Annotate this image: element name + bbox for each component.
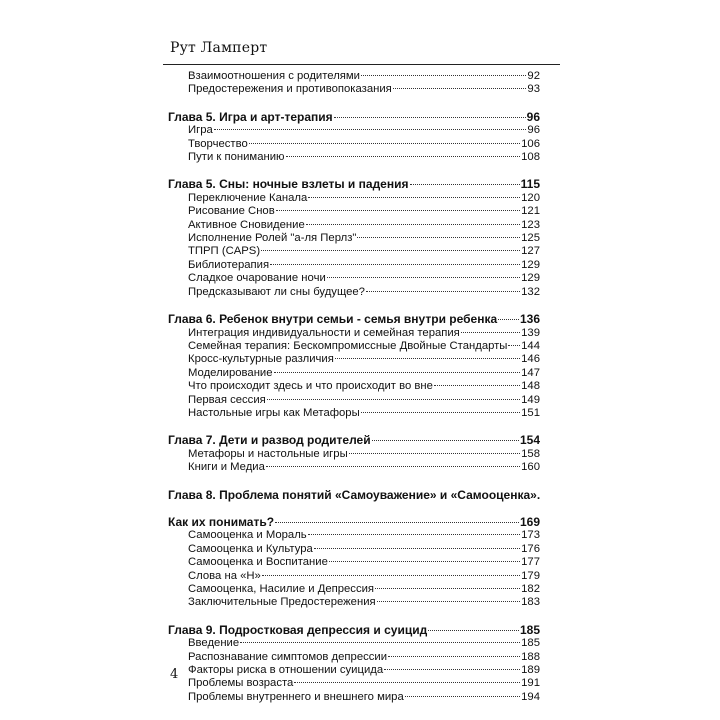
toc-chapter-page: 154 [519,433,540,448]
toc-entry-page: 148 [521,380,540,393]
toc-entry-page: 194 [521,690,540,703]
toc-entry [168,192,540,205]
toc-chapter [168,313,540,326]
toc-entry-title: Взаимоотношения с родителями [188,70,360,82]
toc-chapter [168,434,540,447]
dot-leader [306,224,520,225]
toc-entry-title: Метафоры и настольные игры [188,447,348,460]
toc-entry-title: Самооценка и Воспитание [188,556,328,569]
toc-entry-title: Самооценка и Мораль [188,529,307,542]
toc-entry-page: 120 [521,191,540,204]
toc-entry [168,340,540,353]
toc-entry-page: 132 [521,285,540,298]
toc-chapter-page: 136 [519,312,540,327]
toc-entry [168,543,540,556]
toc-entry-page: 93 [527,83,540,96]
dot-leader [327,277,520,278]
toc-entry-title: Библиотерапия [188,258,270,271]
dot-leader [405,696,520,697]
toc-entry-title: Книги и Медиа [188,461,265,474]
toc-entry-page: 106 [521,137,540,150]
toc-entry [168,461,540,474]
toc-entry [168,691,540,704]
toc-entry-title: Первая сессия [188,393,266,406]
toc-entry [168,327,540,340]
running-head: Рут Ламперт [170,40,268,56]
toc-entry [168,353,540,366]
toc-chapter [168,624,540,637]
dot-leader [361,75,526,76]
toc-entry [168,380,540,393]
dot-leader [366,291,520,292]
toc-entry-page: 127 [521,245,540,258]
toc-entry-title: Заключительные Предостережения [188,596,376,609]
toc-entry-title: Самооценка, Насилие и Депрессия [188,583,375,595]
toc-entry-title: Моделирование [188,366,273,379]
toc-entry-page: 179 [521,569,540,582]
dot-leader [276,210,520,211]
toc-entry-page: 129 [521,258,540,271]
toc-chapter-page: 115 [520,177,540,192]
toc-entry-page: 158 [521,447,540,460]
toc-entry [168,448,540,461]
toc-chapter [168,111,540,124]
header-rule [163,64,560,65]
toc-chapter-title: Глава 6. Ребенок внутри семьи - семья внутри ребенка [168,312,498,327]
toc-entry-page: 121 [521,205,540,218]
dot-leader [375,588,520,589]
dot-leader [267,399,520,400]
dot-leader [240,642,520,643]
toc-entry-page: 189 [521,664,540,677]
page-number: 4 [170,667,179,682]
toc-entry-title: Семейная терапия: Бескомпромиссные Двойные Стандарты [188,339,508,352]
toc-entry-page: 92 [527,70,540,82]
toc-chapter-title: Как их понимать? [168,514,275,529]
toc-entry-page: 191 [521,677,540,690]
toc-entry [168,664,540,677]
dot-leader [428,630,519,631]
toc-entry [168,394,540,407]
dot-leader [262,575,520,576]
toc-entry [168,286,540,299]
dot-leader [335,358,520,359]
toc-entry-title: Активное Сновидение [188,218,305,231]
dot-leader [357,237,520,238]
toc-entry-title: Слова на «Н» [188,569,261,582]
toc-entry [168,570,540,583]
dot-leader [410,184,520,185]
dot-leader [372,440,519,441]
dot-leader [498,319,519,320]
toc-entry-title: Самооценка и Культура [188,542,313,555]
toc-entry [168,556,540,569]
dot-leader [377,601,521,602]
toc-entry-page: 108 [521,151,540,164]
toc-entry [168,151,540,164]
toc-entry [168,637,540,650]
dot-leader [286,156,521,157]
toc-entry [168,259,540,272]
dot-leader [388,656,520,657]
toc-entry-title: Интеграция индивидуальности и семейная терапия [188,326,460,339]
toc-entry-page: 160 [521,461,540,474]
toc-entry-page: 139 [521,326,540,339]
toc-chapter-title: Глава 7. Дети и развод родителей [168,433,371,448]
toc-entry-title: Настольные игры как Метафоры [188,406,360,419]
dot-leader [393,88,527,89]
toc-entry [168,138,540,151]
toc-entry [168,529,540,542]
toc-entry-page: 188 [521,650,540,663]
toc-chapter-title: Глава 8. Проблема понятий «Самоуважение» и «Самооценка». [168,487,541,502]
toc-chapter-page: 96 [526,109,540,124]
toc-entry [168,272,540,285]
toc-entry-title: Рисование Снов [188,205,275,218]
dot-leader [308,534,520,535]
toc-entry [168,70,540,83]
dot-leader [434,385,520,386]
toc-entry-title: Проблемы возраста [188,677,294,690]
toc-entry-title: Творчество [188,137,248,150]
toc-entry [168,219,540,232]
toc-entry-page: 146 [521,353,540,366]
toc-chapter-title: Глава 5. Сны: ночные взлеты и падения [168,177,409,192]
toc-entry [168,83,540,96]
dot-leader [384,669,520,670]
dot-leader [508,345,520,346]
table-of-contents [168,70,540,704]
toc-entry [168,596,540,609]
toc-entry-title: Факторы риска в отношении суицида [188,664,384,677]
toc-entry-title: Предсказывают ли сны будущее? [188,285,365,298]
toc-entry-page: 151 [521,406,540,419]
toc-entry-title: Кросс-культурные различия [188,353,334,366]
toc-entry-title: Проблемы внутреннего и внешнего мира [188,690,404,703]
toc-entry-page: 182 [521,583,540,595]
toc-entry-page: 149 [521,393,540,406]
toc-entry-page: 185 [521,637,540,650]
toc-entry [168,651,540,664]
toc-chapter-page: 185 [519,622,540,637]
toc-entry-title: ТПРП (CAPS) [188,245,261,258]
dot-leader [329,561,520,562]
toc-entry-page: 144 [521,339,540,352]
dot-leader [214,129,527,130]
toc-chapter-title: Глава 5. Игра и арт-терапия [168,109,333,124]
dot-leader [308,197,520,198]
toc-entry [168,232,540,245]
toc-entry-page: 177 [521,556,540,569]
toc-entry [168,677,540,690]
toc-entry [168,407,540,420]
dot-leader [249,143,520,144]
toc-entry [168,124,540,137]
toc-entry-title: Предостережения и противопоказания [188,83,392,96]
dot-leader [361,412,520,413]
toc-entry-page: 129 [521,272,540,285]
dot-leader [266,466,520,467]
dot-leader [274,372,521,373]
toc-entry-title: Игра [188,124,213,137]
toc-entry-page: 183 [521,596,540,609]
toc-chapter-page: 169 [519,514,540,529]
toc-chapter-title: Глава 9. Подростковая депрессия и суицид [168,622,428,637]
toc-entry-page: 147 [521,366,540,379]
toc-entry-title: Исполнение Ролей "а-ля Перлз" [188,232,357,245]
dot-leader [275,522,519,523]
dot-leader [294,682,520,683]
toc-entry-title: Пути к пониманию [188,151,285,164]
toc-entry-page: 176 [521,542,540,555]
toc-entry-page: 123 [521,218,540,231]
dot-leader [314,548,520,549]
dot-leader [334,117,526,118]
dot-leader [261,250,520,251]
toc-entry-page: 173 [521,529,540,542]
toc-entry-page: 125 [521,232,540,245]
toc-entry [168,205,540,218]
toc-entry-page: 96 [527,124,540,137]
dot-leader [349,453,520,454]
toc-entry-title: Введение [188,637,240,650]
toc-entry-title: Распознавание симптомов депрессии [188,650,388,663]
toc-entry-title: Переключение Канала [188,191,308,204]
dot-leader [270,264,520,265]
toc-chapter [168,516,540,529]
dot-leader [461,332,520,333]
toc-entry [168,367,540,380]
toc-entry [168,583,540,596]
toc-entry-title: Сладкое очарование ночи [188,272,326,285]
toc-entry [168,245,540,258]
toc-chapter [168,489,540,502]
toc-chapter [168,178,540,191]
toc-entry-title: Что происходит здесь и что происходит во вне [188,380,433,393]
